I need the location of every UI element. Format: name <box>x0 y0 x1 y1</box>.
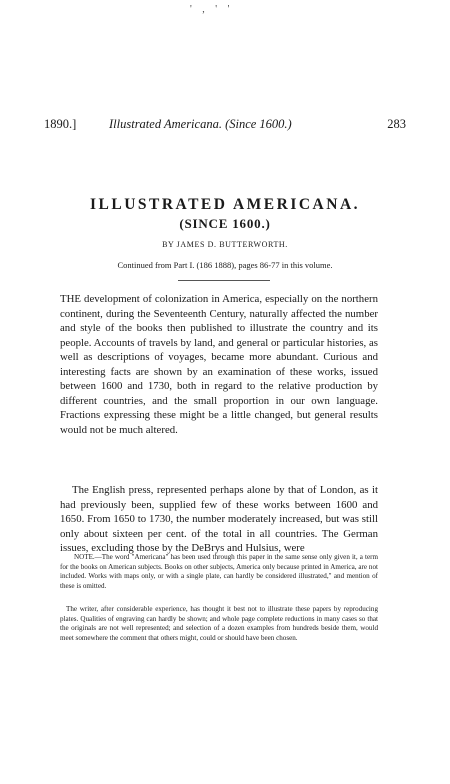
running-head-year: 1890.] <box>44 117 77 131</box>
footnote-1: NOTE.—The word "Americana" has been used through this paper in the same sense only given it, a term for the books on American subjects. Books on other subjects, America only because printed in America, are not included. Works with maps only, or with a single plate, can hardly be considered illustrated," and mention of these is omitted. <box>60 553 378 590</box>
article-subtitle: (SINCE 1600.) <box>179 216 271 231</box>
continued-note: Continued from Part I. (186 1888), pages 86-77 in this volume. <box>117 260 333 270</box>
body-paragraph-2: The English press, represented perhaps alone by that of London, as it had previously been, supplied few of these works between 1600 and 1650. From 1650 to 1730, the number moderately increased, but was still only about sixteen per cent. of the total in all countries. The German issues, excluding those by the DeBrys and Hulsius, were <box>60 484 378 555</box>
footnote-2: The writer, after considerable experience, has thought it best not to illustrate these papers by reproducing plates. Qualities of engraving can hardly be shown; and whole page complete reductions in many cases so that the originals are not well represented; and selection of a dozen examples from hundreds beside them, would meet somewhere the comment that others might, could or should have been chosen. <box>60 605 378 642</box>
page-number: 283 <box>387 117 406 131</box>
running-head <box>44 117 406 133</box>
top-page-marks: ' , ' ' <box>190 4 234 15</box>
article-title: ILLUSTRATED AMERICANA. <box>89 196 361 213</box>
running-head-title: Illustrated Americana. (Since 1600.) <box>109 117 292 131</box>
body-paragraph-1: THE development of colonization in America, especially on the northern continent, during the Seventeenth Century, naturally affected the number and style of the books then published to illustrate the country and its people. Accounts of travels by land, and general or particular histories, as well as descriptions of voyages, became more abundant. Curious and interesting facts are shown by an examination of these works, issued between 1600 and 1730, both in regard to the relative production by different countries, and the small proportion in our own language. Fractions expressing these might be a little changed, but general results would not be much altered. <box>60 293 378 436</box>
section-divider <box>178 280 270 281</box>
article-byline: BY JAMES D. BUTTERWORTH. <box>162 240 288 249</box>
